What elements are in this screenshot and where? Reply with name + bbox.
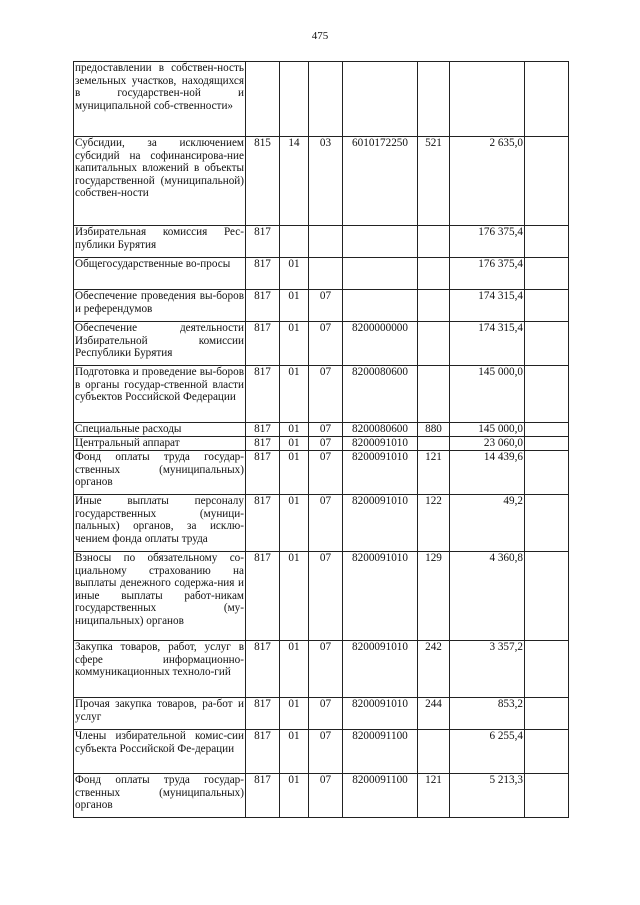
grbs-code-cell: 817 [246, 451, 280, 495]
grbs-code-cell: 817 [246, 495, 280, 552]
amount-cell [450, 62, 525, 137]
amount-cell: 174 315,4 [450, 322, 525, 366]
extra-column-cell [525, 258, 569, 290]
section-code-cell: 14 [280, 137, 309, 226]
grbs-code-cell [246, 62, 280, 137]
table-row [74, 774, 569, 818]
target-article-code-cell: 8200080600 [343, 366, 418, 423]
table-row [74, 226, 569, 258]
table-row [74, 366, 569, 423]
amount-cell: 4 360,8 [450, 552, 525, 641]
section-code-cell: 01 [280, 322, 309, 366]
table-body [74, 62, 569, 818]
section-code-cell: 01 [280, 290, 309, 322]
row-name-cell: Фонд оплаты труда государ-ственных (муниципальных) органов [74, 774, 246, 818]
expense-type-code-cell [418, 730, 450, 774]
section-code-cell: 01 [280, 774, 309, 818]
section-code-cell: 01 [280, 451, 309, 495]
subsection-code-cell: 07 [309, 366, 343, 423]
extra-column-cell [525, 366, 569, 423]
amount-cell: 2 635,0 [450, 137, 525, 226]
expense-type-code-cell: 880 [418, 423, 450, 437]
amount-cell: 174 315,4 [450, 290, 525, 322]
grbs-code-cell: 817 [246, 423, 280, 437]
subsection-code-cell: 07 [309, 552, 343, 641]
amount-cell: 145 000,0 [450, 423, 525, 437]
table-row [74, 290, 569, 322]
table-row [74, 62, 569, 137]
subsection-code-cell [309, 226, 343, 258]
budget-table [73, 61, 569, 818]
grbs-code-cell: 817 [246, 226, 280, 258]
grbs-code-cell: 817 [246, 774, 280, 818]
amount-cell: 5 213,3 [450, 774, 525, 818]
target-article-code-cell: 8200091010 [343, 495, 418, 552]
table-row [74, 641, 569, 698]
expense-type-code-cell: 121 [418, 774, 450, 818]
extra-column-cell [525, 226, 569, 258]
table-row [74, 258, 569, 290]
table-row [74, 137, 569, 226]
row-name-cell: Избирательная комиссия Рес-публики Бурятия [74, 226, 246, 258]
expense-type-code-cell [418, 322, 450, 366]
grbs-code-cell: 817 [246, 698, 280, 730]
section-code-cell: 01 [280, 366, 309, 423]
amount-cell: 6 255,4 [450, 730, 525, 774]
row-name-cell: Члены избирательной комис-сии субъекта Российской Фе-дерации [74, 730, 246, 774]
subsection-code-cell: 07 [309, 437, 343, 451]
row-name-cell: Взносы по обязательному со-циальному страхованию на выплаты денежного содержа-ния и иные выплаты работ-никам государственных (му-ниципальных) органов [74, 552, 246, 641]
expense-type-code-cell [418, 62, 450, 137]
table-row [74, 730, 569, 774]
subsection-code-cell: 07 [309, 730, 343, 774]
extra-column-cell [525, 290, 569, 322]
table-row [74, 552, 569, 641]
table-row [74, 698, 569, 730]
subsection-code-cell: 07 [309, 451, 343, 495]
row-name-cell: Иные выплаты персоналу государственных (муници-пальных) органов, за исклю-чением фонда оплаты труда [74, 495, 246, 552]
extra-column-cell [525, 730, 569, 774]
expense-type-code-cell: 129 [418, 552, 450, 641]
section-code-cell: 01 [280, 641, 309, 698]
expense-type-code-cell [418, 437, 450, 451]
table-row [74, 437, 569, 451]
subsection-code-cell: 07 [309, 774, 343, 818]
expense-type-code-cell: 121 [418, 451, 450, 495]
grbs-code-cell: 817 [246, 730, 280, 774]
expense-type-code-cell: 122 [418, 495, 450, 552]
row-name-cell: Общегосударственные во-просы [74, 258, 246, 290]
section-code-cell: 01 [280, 552, 309, 641]
row-name-cell: Подготовка и проведение вы-боров в органы государ-ственной власти субъектов Российской Федерации [74, 366, 246, 423]
amount-cell: 176 375,4 [450, 226, 525, 258]
target-article-code-cell [343, 226, 418, 258]
section-code-cell: 01 [280, 437, 309, 451]
row-name-cell: Центральный аппарат [74, 437, 246, 451]
amount-cell: 49,2 [450, 495, 525, 552]
extra-column-cell [525, 423, 569, 437]
row-name-cell: предоставлении в собствен-ность земельных участков, находящихся в государствен-ной и муниципальной соб-ственности» [74, 62, 246, 137]
section-code-cell: 01 [280, 730, 309, 774]
target-article-code-cell: 8200091100 [343, 774, 418, 818]
target-article-code-cell [343, 258, 418, 290]
row-name-cell: Фонд оплаты труда государ-ственных (муниципальных) органов [74, 451, 246, 495]
target-article-code-cell: 8200091010 [343, 698, 418, 730]
grbs-code-cell: 817 [246, 366, 280, 423]
subsection-code-cell [309, 62, 343, 137]
amount-cell: 145 000,0 [450, 366, 525, 423]
subsection-code-cell: 07 [309, 641, 343, 698]
extra-column-cell [525, 451, 569, 495]
table-row [74, 451, 569, 495]
grbs-code-cell: 817 [246, 322, 280, 366]
target-article-code-cell: 8200091010 [343, 641, 418, 698]
subsection-code-cell [309, 258, 343, 290]
expense-type-code-cell [418, 226, 450, 258]
extra-column-cell [525, 698, 569, 730]
section-code-cell: 01 [280, 423, 309, 437]
subsection-code-cell: 07 [309, 495, 343, 552]
row-name-cell: Обеспечение проведения вы-боров и референдумов [74, 290, 246, 322]
target-article-code-cell: 8200091010 [343, 451, 418, 495]
target-article-code-cell: 8200080600 [343, 423, 418, 437]
expense-type-code-cell: 521 [418, 137, 450, 226]
extra-column-cell [525, 322, 569, 366]
amount-cell: 176 375,4 [450, 258, 525, 290]
section-code-cell: 01 [280, 495, 309, 552]
grbs-code-cell: 817 [246, 437, 280, 451]
amount-cell: 3 357,2 [450, 641, 525, 698]
extra-column-cell [525, 62, 569, 137]
amount-cell: 853,2 [450, 698, 525, 730]
section-code-cell: 01 [280, 258, 309, 290]
section-code-cell: 01 [280, 698, 309, 730]
grbs-code-cell: 817 [246, 552, 280, 641]
expense-type-code-cell: 244 [418, 698, 450, 730]
expense-type-code-cell [418, 366, 450, 423]
extra-column-cell [525, 641, 569, 698]
amount-cell: 14 439,6 [450, 451, 525, 495]
extra-column-cell [525, 437, 569, 451]
table-row [74, 495, 569, 552]
target-article-code-cell: 8200091010 [343, 437, 418, 451]
target-article-code-cell [343, 62, 418, 137]
table-row [74, 423, 569, 437]
subsection-code-cell: 03 [309, 137, 343, 226]
row-name-cell: Специальные расходы [74, 423, 246, 437]
subsection-code-cell: 07 [309, 290, 343, 322]
grbs-code-cell: 817 [246, 641, 280, 698]
subsection-code-cell: 07 [309, 423, 343, 437]
row-name-cell: Закупка товаров, работ, услуг в сфере информационно-коммуникационных техноло-гий [74, 641, 246, 698]
target-article-code-cell: 8200000000 [343, 322, 418, 366]
extra-column-cell [525, 495, 569, 552]
table-row [74, 322, 569, 366]
target-article-code-cell: 8200091010 [343, 552, 418, 641]
row-name-cell: Обеспечение деятельности Избирательной комиссии Республики Бурятия [74, 322, 246, 366]
row-name-cell: Прочая закупка товаров, ра-бот и услуг [74, 698, 246, 730]
target-article-code-cell: 8200091100 [343, 730, 418, 774]
subsection-code-cell: 07 [309, 322, 343, 366]
section-code-cell [280, 226, 309, 258]
expense-type-code-cell [418, 258, 450, 290]
row-name-cell: Субсидии, за исключением субсидий на софинансирова-ние капитальных вложений в объекты государственной (муниципальной) собствен-ности [74, 137, 246, 226]
grbs-code-cell: 817 [246, 258, 280, 290]
extra-column-cell [525, 137, 569, 226]
extra-column-cell [525, 774, 569, 818]
subsection-code-cell: 07 [309, 698, 343, 730]
grbs-code-cell: 815 [246, 137, 280, 226]
expense-type-code-cell: 242 [418, 641, 450, 698]
page-number: 475 [311, 30, 329, 42]
amount-cell: 23 060,0 [450, 437, 525, 451]
extra-column-cell [525, 552, 569, 641]
expense-type-code-cell [418, 290, 450, 322]
grbs-code-cell: 817 [246, 290, 280, 322]
target-article-code-cell: 6010172250 [343, 137, 418, 226]
section-code-cell [280, 62, 309, 137]
target-article-code-cell [343, 290, 418, 322]
